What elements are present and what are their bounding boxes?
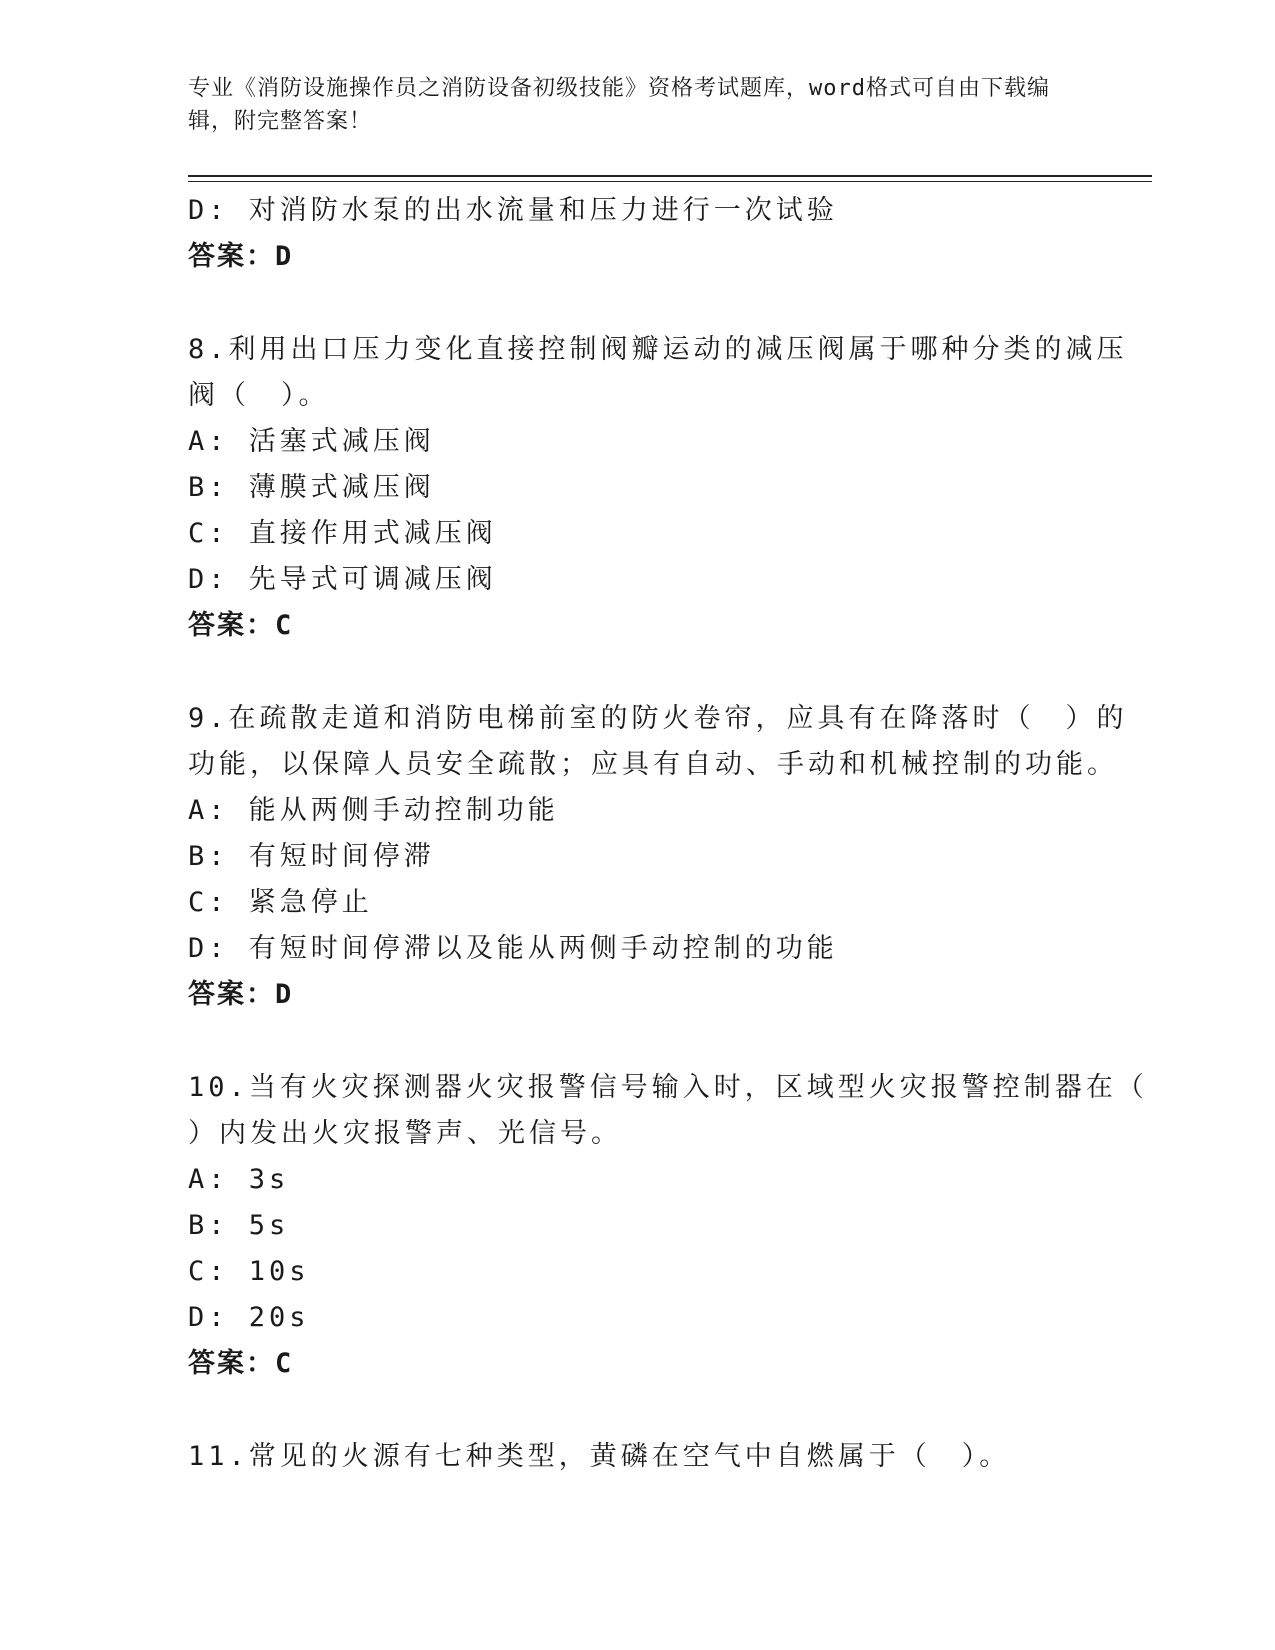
option-b: B: 5s — [188, 1210, 290, 1241]
question-stem: 功能，以保障人员安全疏散；应具有自动、手动和机械控制的功能。 — [188, 749, 1118, 780]
option-a: A: 3s — [188, 1164, 290, 1195]
option-a: A: 活塞式减压阀 — [188, 426, 435, 457]
option-b: B: 薄膜式减压阀 — [188, 472, 435, 503]
question-stem: 9.在疏散走道和消防电梯前室的防火卷帘，应具有在降落时（ ）的 — [188, 703, 1128, 734]
question-9 — [188, 696, 1128, 1018]
question-list — [188, 188, 1148, 1480]
question-stem: 11.常见的火源有七种类型，黄磷在空气中自燃属于（ ）。 — [188, 1441, 1011, 1472]
header-rule-thick — [188, 175, 1152, 177]
question-11 — [188, 1434, 1068, 1480]
option-d: D: 先导式可调减压阀 — [188, 564, 497, 595]
header-rule-thin — [188, 181, 1152, 182]
option-d: D: 有短时间停滞以及能从两侧手动控制的功能 — [188, 933, 838, 964]
question-stem: 阀（ ）。 — [188, 380, 330, 411]
question-stem: 10.当有火灾探测器火灾报警信号输入时，区域型火灾报警控制器在（ — [188, 1072, 1148, 1103]
question-stem: ）内发出火灾报警声、光信号。 — [188, 1118, 622, 1149]
option-a: A: 能从两侧手动控制功能 — [188, 795, 559, 826]
option-c: C: 直接作用式减压阀 — [188, 518, 497, 549]
option-c: C: 10s — [188, 1256, 310, 1287]
answer-line: 答案：C — [188, 610, 294, 641]
question-10 — [188, 1065, 1148, 1387]
option-d: D: 对消防水泵的出水流量和压力进行一次试验 — [188, 195, 838, 226]
answer-line: 答案：D — [188, 979, 294, 1010]
answer-line: 答案：C — [188, 1348, 294, 1379]
question-8 — [188, 327, 1128, 649]
option-b: B: 有短时间停滞 — [188, 841, 435, 872]
document-header: 专业《消防设施操作员之消防设备初级技能》资格考试题库，word格式可自由下载编辑，附完整答案！ — [188, 76, 1050, 134]
answer-line: 答案：D — [188, 241, 294, 272]
option-c: C: 紧急停止 — [188, 887, 373, 918]
option-d: D: 20s — [188, 1302, 310, 1333]
question-stem: 8.利用出口压力变化直接控制阀瓣运动的减压阀属于哪种分类的减压 — [188, 334, 1128, 365]
